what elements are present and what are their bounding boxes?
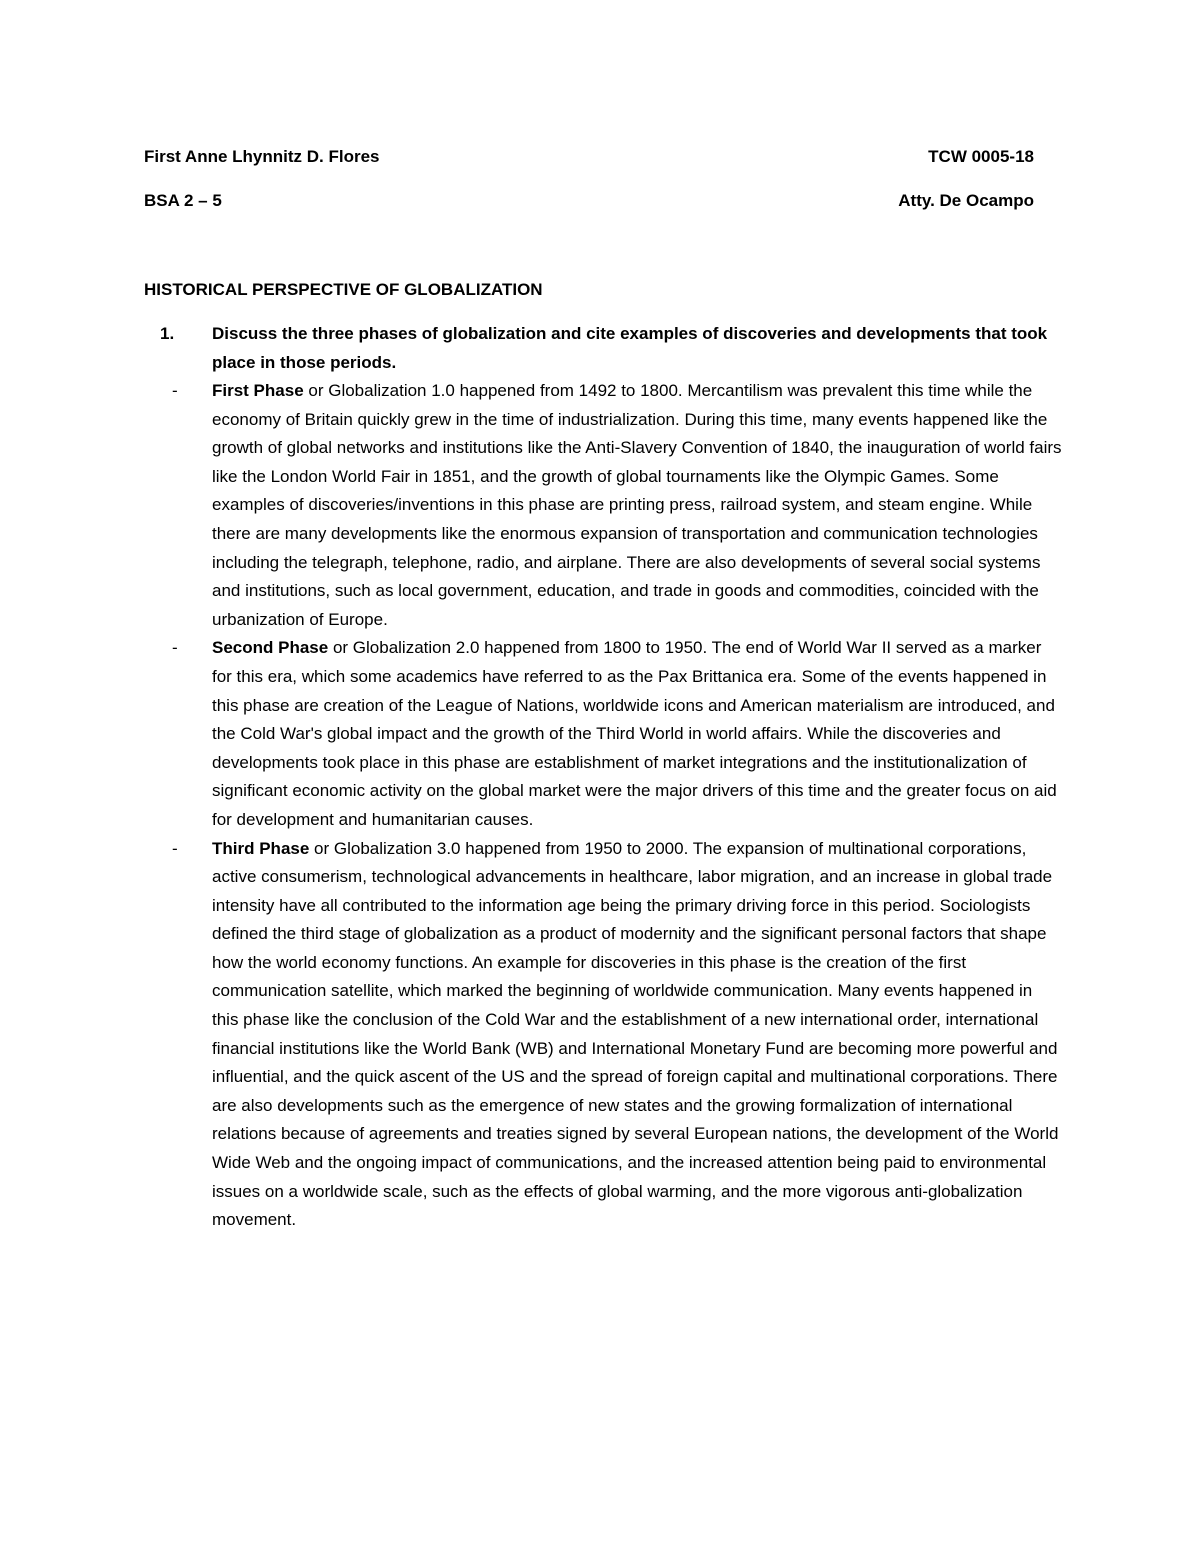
- phase-list: [172, 377, 1062, 1235]
- phase-name: First Phase: [212, 381, 304, 400]
- bullet-dash: -: [172, 638, 178, 658]
- question-number: 1.: [160, 324, 175, 343]
- phase-item-second: [172, 634, 1062, 834]
- phase-body: or Globalization 3.0 happened from 1950 to 2000. The expansion of multinational corporations, active consumerism, technological advancements in healthcare, labor migration, and an increase in global trade intensity have all contributed to the information age being the primary driving force in this period. Sociologists defined the third stage of globalization as a product of modernity and the significant personal factors that shape how the world economy functions. An example for discoveries in this phase is the creation of the first communication satellite, which marked the beginning of worldwide communication. Many events happened in this phase like the conclusion of the Cold War and the establishment of a new international order, international financial institutions like the World Bank (WB) and International Monetary Fund are becoming more powerful and influential, and the quick ascent of the US and the spread of foreign capital and multinational corporations. There are also developments such as the emergence of new states and the growing formalization of international relations because of agreements and treaties signed by several European nations, the development of the World Wide Web and the ongoing impact of communications, and the increased attention being paid to environmental issues on a worldwide scale, such as the effects of global warming, and the more vigorous anti-globalization movement.: [212, 838, 1059, 1230]
- header-row-2: [144, 189, 1034, 213]
- student-name: First Anne Lhynnitz D. Flores: [144, 147, 380, 166]
- header-row-1: [144, 145, 1034, 169]
- question-text: Discuss the three phases of globalization and cite examples of discoveries and developments that took place in those periods.: [212, 324, 1048, 372]
- phase-paragraph: [212, 377, 1062, 634]
- instructor-name: Atty. De Ocampo: [898, 191, 1034, 210]
- document-title: HISTORICAL PERSPECTIVE OF GLOBALIZATION: [144, 280, 543, 299]
- question-item: [160, 320, 1060, 377]
- phase-name: Second Phase: [212, 638, 329, 658]
- phase-paragraph: [212, 634, 1062, 834]
- course-code: TCW 0005-18: [928, 147, 1034, 166]
- phase-body: or Globalization 2.0 happened from 1800 to 1950. The end of World War II served as a marker for this era, which some academics have referred to as the Pax Brittanica era. Some of the events happened in this phase are creation of the League of Nations, worldwide icons and American materialism are introduced, and the Cold War's global impact and the growth of the Third World in world affairs. While the discoveries and developments took place in this phase are establishment of market integrations and the institutionalization of significant economic activity on the global market were the major drivers of this time and the greater focus on aid for development and humanitarian causes.: [212, 638, 1057, 829]
- phase-item-third: [172, 835, 1062, 1235]
- bullet-dash: -: [172, 838, 178, 858]
- bullet-dash: -: [172, 381, 178, 400]
- phase-body: or Globalization 1.0 happened from 1492 to 1800. Mercantilism was prevalent this time while the economy of Britain quickly grew in the time of industrialization. During this time, many events happened like the growth of global networks and institutions like the Anti-Slavery Convention of 1840, the inauguration of world fairs like the London World Fair in 1851, and the growth of global tournaments like the Olympic Games. Some examples of discoveries/inventions in this phase are printing press, railroad system, and steam engine. While there are many developments like the enormous expansion of transportation and communication technologies including the telegraph, telephone, radio, and airplane. There are also developments of several social systems and institutions, such as local government, education, and trade in goods and commodities, coincided with the urbanization of Europe.: [212, 381, 1062, 629]
- phase-name: Third Phase: [212, 838, 310, 858]
- phase-paragraph: [212, 835, 1062, 1235]
- student-section: BSA 2 – 5: [144, 191, 222, 210]
- phase-item-first: [172, 377, 1062, 634]
